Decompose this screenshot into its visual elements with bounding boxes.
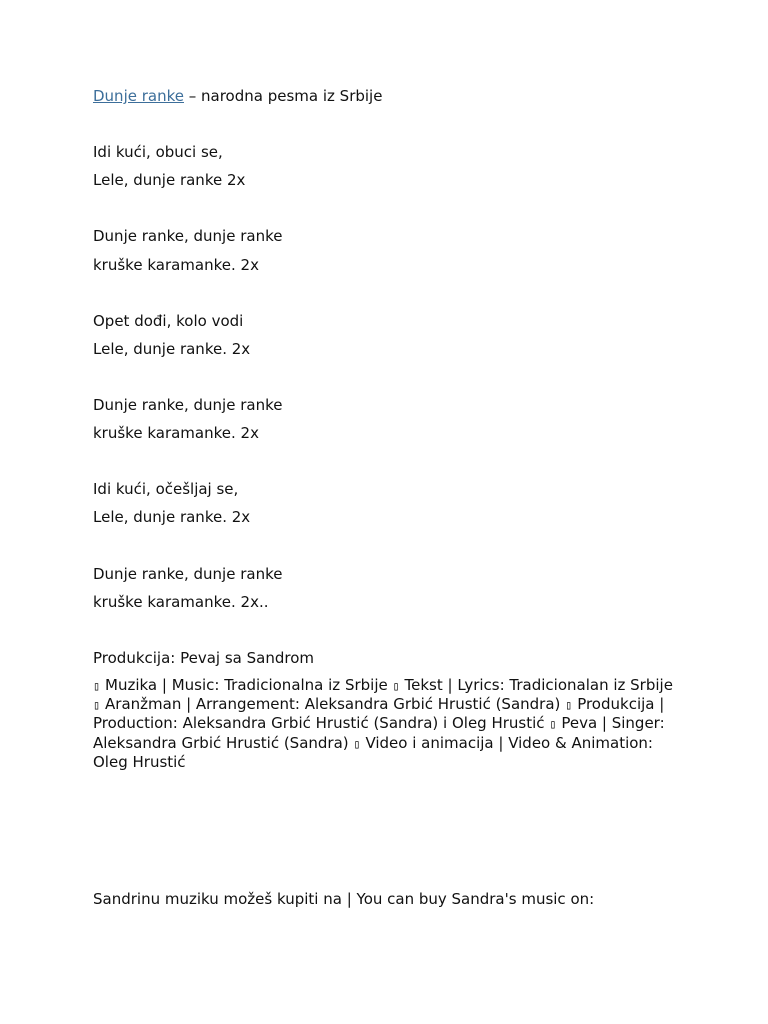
- credits-paragraph: [93, 676, 678, 771]
- lyric-line: kruške karamanke. 2x: [93, 256, 259, 274]
- lyric-line: Idi kući, obuci se,: [93, 143, 223, 161]
- song-heading: [93, 87, 382, 105]
- credit-item: Produkcija | Production: Aleksandra Grbić Hrustić (Sandra) i Oleg Hrustić: [93, 695, 665, 733]
- credit-item: Video i animacija | Video & Animation: Oleg Hrustić: [93, 733, 653, 771]
- credit-item: Peva | Singer: Aleksandra Grbić Hrustić (Sandra): [93, 714, 665, 752]
- lyric-line: Dunje ranke, dunje ranke: [93, 396, 283, 414]
- lyric-line: Dunje ranke, dunje ranke: [93, 227, 283, 245]
- song-title-link[interactable]: Dunje ranke: [93, 87, 184, 105]
- missing-glyph-icon: ▯: [392, 679, 400, 693]
- missing-glyph-icon: ▯: [93, 698, 101, 713]
- missing-glyph-icon: ▯: [565, 698, 573, 713]
- production-line: Produkcija: Pevaj sa Sandrom: [93, 649, 314, 667]
- credit-item: Tekst | Lyrics: Tradicionalan iz Srbije: [404, 676, 673, 694]
- credit-item: Muzika | Music: Tradicionalna iz Srbije: [105, 676, 388, 694]
- lyric-line: Lele, dunje ranke. 2x: [93, 340, 251, 358]
- song-subtitle: – narodna pesma iz Srbije: [183, 87, 383, 105]
- lyric-line: Opet dođi, kolo vodi: [93, 312, 244, 330]
- lyric-line: Idi kući, očešljaj se,: [93, 480, 239, 498]
- credit-item: Aranžman | Arrangement: Aleksandra Grbić Hrustić (Sandra): [105, 695, 561, 714]
- lyric-line: kruške karamanke. 2x: [93, 424, 259, 442]
- buy-note: Sandrinu muziku možeš kupiti na | You can buy Sandra's music on:: [93, 890, 595, 908]
- missing-glyph-icon: ▯: [93, 679, 101, 693]
- lyric-line: Lele, dunje ranke 2x: [93, 171, 246, 189]
- missing-glyph-icon: ▯: [353, 736, 361, 751]
- missing-glyph-icon: ▯: [549, 717, 557, 732]
- lyric-line: Dunje ranke, dunje ranke: [93, 565, 283, 583]
- lyric-line: kruške karamanke. 2x..: [93, 593, 269, 611]
- lyric-line: Lele, dunje ranke. 2x: [93, 508, 251, 526]
